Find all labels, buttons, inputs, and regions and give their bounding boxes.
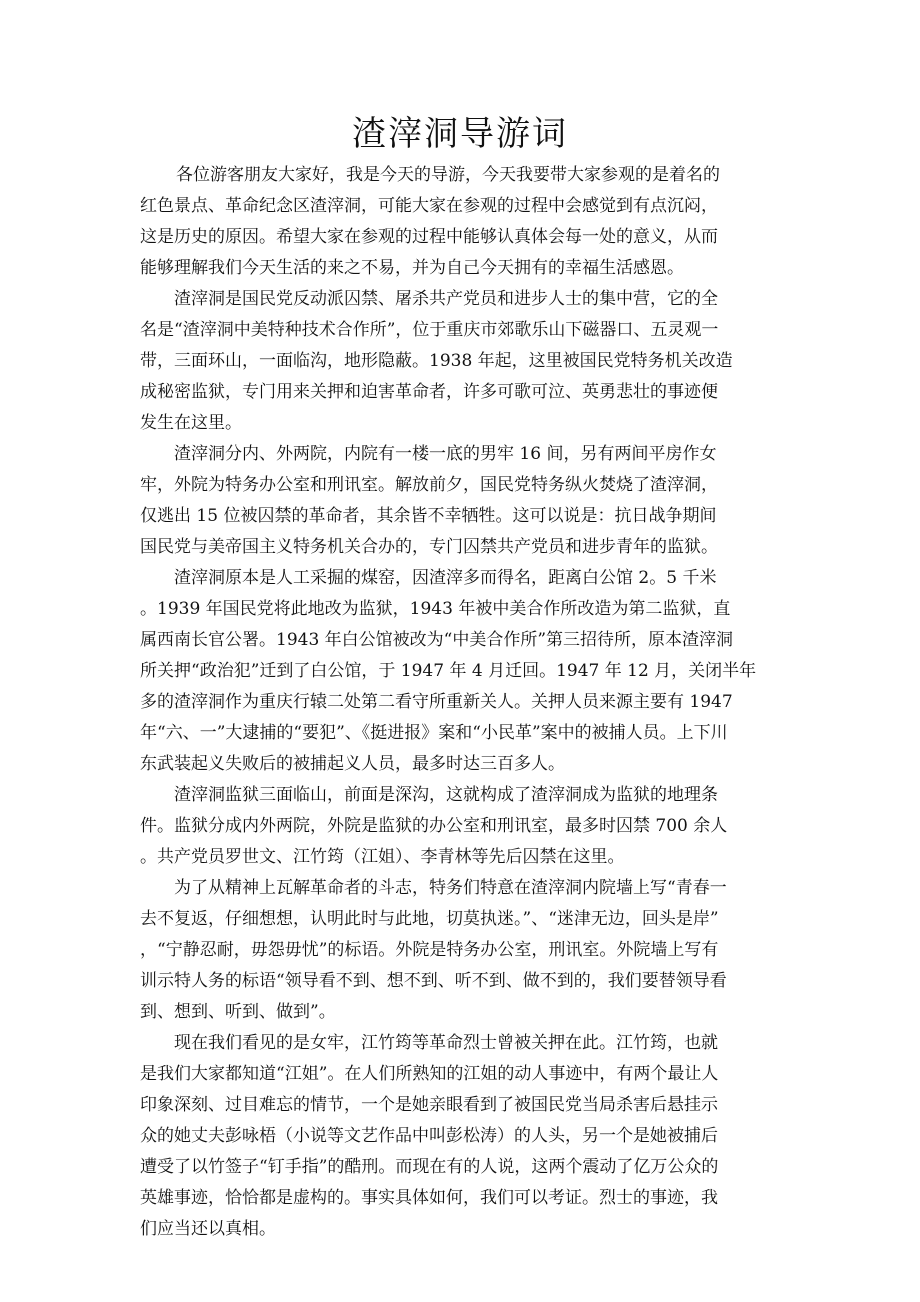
text-line: 渣滓洞监狱三面临山，前面是深沟，这就构成了渣滓洞成为监狱的地理条 [174,785,718,805]
document-body [140,160,784,1245]
text-line: 所关押“政治犯”迁到了白公馆，于 1947 年 4 月迁回。1947 年 12 月，关闭半年 [140,661,757,681]
text-line: 现在我们看见的是女牢，江竹筠等革命烈士曾被关押在此。江竹筠，也就 [174,1033,718,1053]
text-line: 成秘密监狱，专门用来关押和迫害革命者，许多可歌可泣、英勇悲壮的事迹便 [140,382,718,402]
text-line: 仅逃出 15 位被囚禁的革命者，其余皆不幸牺牲。这可以说是：抗日战争期间 [140,506,717,526]
text-line: 名是“渣滓洞中美特种技术合作所”，位于重庆市郊歌乐山下磁器口、五灵观一 [140,320,719,340]
paragraph-4 [140,563,784,780]
text-line: 印象深刻、过目难忘的情节，一个是她亲眼看到了被国民党当局杀害后悬挂示 [140,1095,718,1115]
text-line: 。1939 年国民党将此地改为监狱，1943 年被中美合作所改造为第二监狱，直 [140,599,731,619]
text-line: 是我们大家都知道“江姐”。在人们所熟知的江姐的动人事迹中，有两个最让人 [140,1064,719,1084]
text-line: 到、想到、听到、做到”。 [140,1002,336,1022]
text-line: 件。监狱分成内外两院，外院是监狱的办公室和刑讯室，最多时囚禁 700 余人 [140,816,728,836]
text-line: 红色景点、革命纪念区渣滓洞，可能大家在参观的过程中会感觉到有点沉闷， [140,196,718,216]
text-line: 属西南长官公署。1943 年白公馆被改为“中美合作所”第三招待所，原本渣滓洞 [140,630,734,650]
text-line: 带，三面环山，一面临沟，地形隐蔽。1938 年起，这里被国民党特务机关改造 [140,351,733,371]
text-line: 多的渣滓洞作为重庆行辕二处第二看守所重新关人。关押人员来源主要有 1947 [140,692,733,712]
text-line: 渣滓洞是国民党反动派囚禁、屠杀共产党员和进步人士的集中营，它的全 [174,289,718,309]
text-line: 为了从精神上瓦解革命者的斗志，特务们特意在渣滓洞内院墙上写“青春一 [174,878,727,898]
text-line: 去不复返，仔细想想，认明此时与此地，切莫执迷。”、“迷津无边，回头是岸” [140,909,719,929]
text-line: 年“六、一”大逮捕的“要犯”、《挺进报》案和“小民革”案中的被捕人员。上下川 [140,723,728,743]
document-title: 渣滓洞导游词 [352,114,568,154]
text-line: 渣滓洞分内、外两院，内院有一楼一底的男牢 16 间，另有两间平房作女 [174,444,717,464]
text-line: 东武装起义失败后的被捕起义人员，最多时达三百多人。 [140,754,565,774]
paragraph-1 [140,160,784,284]
text-line: 。共产党员罗世文、江竹筠（江姐）、李青林等先后囚禁在这里。 [140,847,625,867]
text-line: 各位游客朋友大家好，我是今天的导游，今天我要带大家参观的是着名的 [176,165,720,185]
text-line: 发生在这里。 [140,413,242,433]
text-line: 训示特人务的标语“领导看不到、想不到、听不到、做不到的，我们要替领导看 [140,971,727,991]
text-line: 这是历史的原因。希望大家在参观的过程中能够认真体会每一处的意义，从而 [140,227,718,247]
text-line: 英雄事迹，恰恰都是虚构的。事实具体如何，我们可以考证。烈士的事迹，我 [140,1188,718,1208]
paragraph-2 [140,284,784,439]
paragraph-5 [140,780,784,873]
text-line: 渣滓洞原本是人工采掘的煤窑，因渣滓多而得名，距离白公馆 2。5 千米 [174,568,717,588]
text-line: 遭受了以竹签子“钉手指”的酷刑。而现在有的人说，这两个震动了亿万公众的 [140,1157,719,1177]
text-line: 众的她丈夫彭咏梧（小说等文艺作品中叫彭松涛）的人头，另一个是她被捕后 [140,1126,718,1146]
paragraph-7 [140,1028,784,1245]
text-line: 能够理解我们今天生活的来之不易，并为自己今天拥有的幸福生活感恩。 [140,258,684,278]
paragraph-3 [140,439,784,563]
text-line: ，“宁静忍耐，毋怨毋忧”的标语。外院是特务办公室，刑讯室。外院墙上写有 [140,940,719,960]
text-line: 们应当还以真相。 [140,1219,276,1239]
text-line: 国民党与美帝国主义特务机关合办的，专门囚禁共产党员和进步青年的监狱。 [140,537,718,557]
text-line: 牢，外院为特务办公室和刑讯室。解放前夕，国民党特务纵火焚烧了渣滓洞， [140,475,718,495]
paragraph-6 [140,873,784,1028]
